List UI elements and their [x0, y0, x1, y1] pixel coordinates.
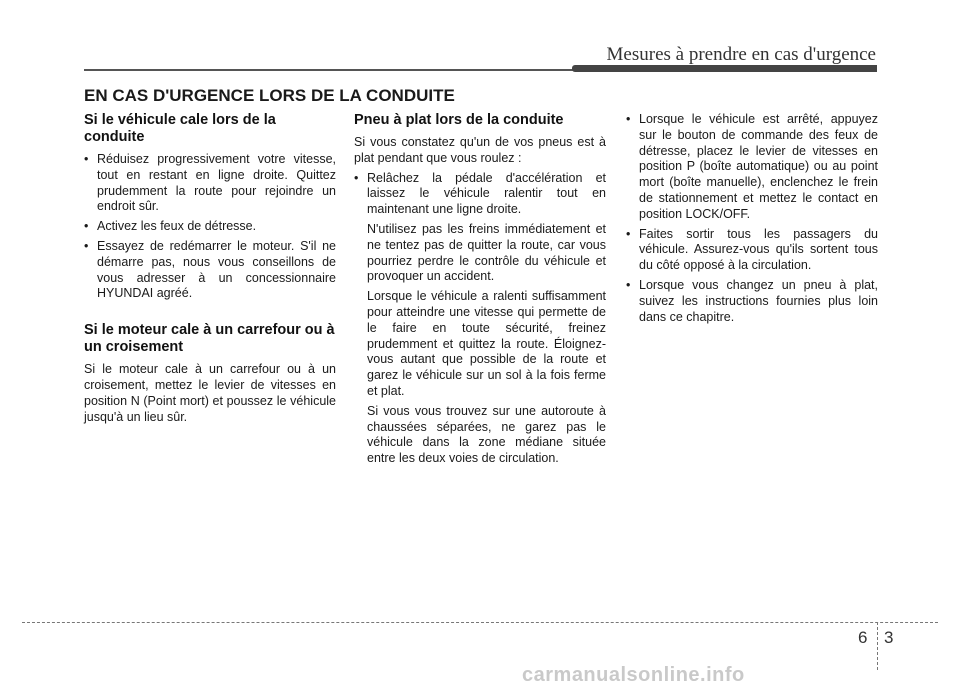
- list-item: • Réduisez progressivement votre vitesse, tout en restant en ligne droite. Quittez prudemment la route pour rejoindre un endroit sûr.: [84, 152, 336, 214]
- list-item: • Activez les feux de détresse.: [84, 219, 257, 234]
- list-item: • Lorsque vous changez un pneu à plat, suivez les instructions fournies plus loin dans ce chapitre.: [626, 277, 878, 324]
- list-item: • Lorsque le véhicule est arrêté, appuyez sur le bouton de commande des feux de détresse, placez le levier de vitesses en position P (boîte automatique) ou au point mort (boîte manuelle), enclenchez le frein de stationnement et mettez le contact en position LOCK/OFF.: [626, 112, 878, 221]
- paragraph-flat-tire-intro: Si vous constatez qu'un de vos pneus est à plat pendant que vous roulez :: [354, 135, 606, 165]
- header-rule: [84, 69, 604, 71]
- section-title: EN CAS D'URGENCE LORS DE LA CONDUITE: [84, 86, 455, 105]
- heading-flat-tire: Pneu à plat lors de la conduite: [354, 112, 564, 128]
- list-item: • Relâchez la pédale d'accélération et laissez le véhicule ralentir tout en maintenant une ligne droite.: [354, 170, 606, 217]
- column-right: [626, 112, 878, 329]
- chapter-title: Mesures à prendre en cas d'urgence: [606, 44, 876, 65]
- column-left: [84, 112, 336, 429]
- paragraph-stall-intersection: Si le moteur cale à un carrefour ou à un croisement, mettez le levier de vitesses en position N (Point mort) et poussez le véhicule jusqu'à un lieu sûr.: [84, 362, 336, 424]
- page-number: 3: [884, 628, 894, 647]
- chapter-number: 6: [858, 628, 868, 647]
- indented-paragraph: N'utilisez pas les freins immédiatement et ne tentez pas de quitter la route, car vous pourriez perdre le contrôle du véhicule et provoquer un accident.: [367, 221, 606, 284]
- column-middle: [354, 112, 606, 471]
- indented-paragraph: Lorsque le véhicule a ralenti suffisamment pour atteindre une vitesse qui permette de le faire en toute sécurité, freinez prudemment et quittez la route. Éloignez-vous autant que possible de la route et garez le véhicule sur un sol à la fois ferme et plat.: [367, 289, 606, 398]
- footer-rule: [22, 622, 938, 623]
- header-bar: [572, 65, 877, 72]
- footer-divider: [877, 622, 878, 670]
- heading-stall-driving: Si le véhicule cale lors de la conduite: [84, 112, 276, 145]
- list-item: • Essayez de redémarrer le moteur. S'il ne démarre pas, nous vous conseillons de vous adresser à un concessionnaire HYUNDAI agréé.: [84, 238, 336, 301]
- heading-stall-intersection: Si le moteur cale à un carrefour ou à un croisement: [84, 322, 335, 356]
- indented-paragraph: Si vous vous trouvez sur une autoroute à chaussées séparées, ne garez pas le véhicule dans la zone médiane située entre les deux voies de circulation.: [367, 403, 606, 466]
- watermark: carmanualsonline.info: [522, 664, 745, 686]
- list-item: • Faites sortir tous les passagers du véhicule. Assurez-vous qu'ils sortent tous du côté opposé à la circulation.: [626, 226, 878, 273]
